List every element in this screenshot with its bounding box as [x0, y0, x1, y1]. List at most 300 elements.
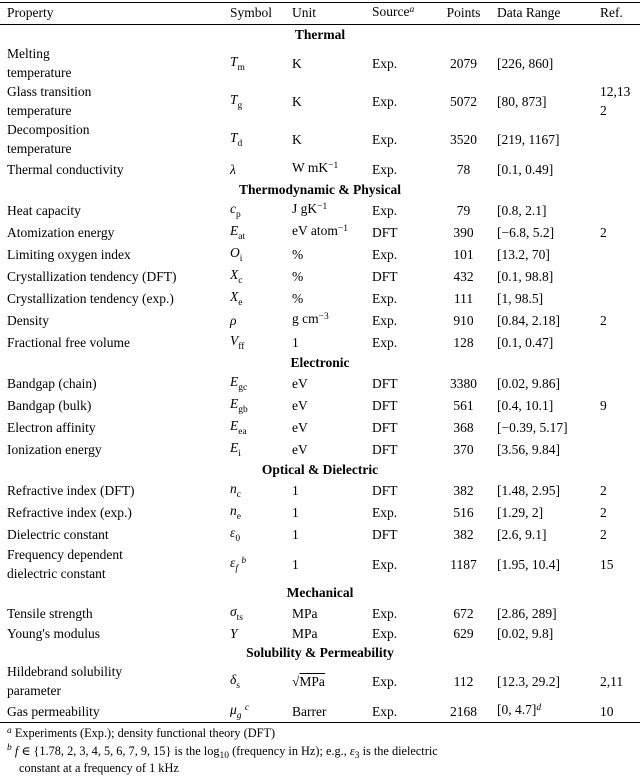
cell-points: 3380 [450, 375, 477, 391]
text-segment: [2.6, 9.1] [497, 526, 547, 542]
text-segment: 1 [292, 334, 299, 350]
cell-ref [600, 82, 640, 120]
table-row [0, 309, 640, 331]
cell-unit [292, 438, 372, 460]
cell-ref [600, 416, 640, 438]
cell-property [0, 394, 230, 416]
cell-data-range [497, 700, 600, 723]
cell-unit [292, 523, 372, 545]
text-segment: E [230, 396, 239, 411]
table-row [0, 199, 640, 221]
property-line: Limiting oxygen index [7, 246, 131, 262]
ref-line: 2 [600, 103, 607, 118]
table-row [0, 221, 640, 243]
text-segment: a [7, 725, 12, 736]
ref-line: 10 [600, 703, 614, 719]
text-segment: ε [230, 555, 236, 570]
cell-property [0, 700, 230, 723]
cell-data-range [497, 372, 600, 394]
footnote-line [7, 726, 640, 744]
text-segment: [−6.8, 5.2] [497, 224, 555, 240]
ref-line: 2 [600, 224, 607, 240]
text-segment: b [7, 743, 12, 753]
table-row [0, 287, 640, 309]
cell-unit [292, 82, 372, 120]
property-line: temperature [7, 65, 72, 80]
property-line: Electron affinity [7, 419, 96, 435]
text-segment: σ [230, 604, 237, 619]
cell-data-range [497, 416, 600, 438]
text-segment: n [230, 503, 237, 518]
text-segment: [219, 1167] [497, 131, 560, 147]
column-header-points [430, 3, 497, 25]
cell-points: 672 [453, 605, 474, 621]
text-segment: ρ [230, 312, 237, 328]
cell-symbol [230, 221, 292, 243]
cell-points: 3520 [450, 131, 477, 147]
cell-symbol [230, 331, 292, 353]
text-segment: a [409, 4, 415, 15]
property-line: Frequency dependent [7, 547, 123, 562]
cell-points: 382 [453, 526, 474, 542]
cell-points: 561 [453, 397, 474, 413]
cell-property [0, 331, 230, 353]
table-row [0, 545, 640, 583]
cell-points: 79 [456, 202, 471, 218]
cell-unit [292, 199, 372, 221]
cell-ref [600, 120, 640, 158]
section-row [0, 460, 640, 479]
table-row [0, 243, 640, 265]
cell-symbol [230, 662, 292, 700]
cell-data-range [497, 82, 600, 120]
cell-property [0, 523, 230, 545]
cell-property [0, 624, 230, 643]
property-line: Thermal conductivity [7, 161, 124, 177]
section-row [0, 25, 640, 45]
text-segment: % [292, 246, 304, 262]
text-segment: δ [230, 672, 237, 687]
property-line: parameter [7, 683, 61, 698]
cell-unit [292, 221, 372, 243]
cell-data-range [497, 479, 600, 501]
table-row [0, 394, 640, 416]
cell-source: DFT [372, 441, 398, 457]
text-segment: eV [292, 441, 308, 457]
cell-property [0, 416, 230, 438]
property-line: Crystallization tendency (DFT) [7, 268, 177, 284]
cell-symbol [230, 700, 292, 723]
cell-unit [292, 501, 372, 523]
text-segment: gc [238, 382, 248, 393]
cell-ref [600, 523, 640, 545]
text-segment: Source [372, 4, 410, 19]
text-segment: [0.02, 9.86] [497, 375, 560, 391]
text-segment: Symbol [230, 5, 273, 20]
cell-symbol [230, 158, 292, 180]
ref-line: 2,11 [600, 673, 624, 689]
cell-unit [292, 158, 372, 180]
cell-unit [292, 309, 372, 331]
table-row [0, 265, 640, 287]
cell-unit [292, 44, 372, 82]
cell-unit [292, 331, 372, 353]
text-segment: MPa [299, 673, 325, 689]
cell-symbol [230, 602, 292, 624]
property-line: Dielectric constant [7, 526, 109, 542]
table-row [0, 523, 640, 545]
section-row [0, 353, 640, 372]
text-segment: X [230, 289, 239, 304]
text-segment: √ [292, 673, 300, 689]
table-row [0, 501, 640, 523]
text-segment: K [292, 131, 302, 147]
cell-unit [292, 624, 372, 643]
cell-source: DFT [372, 375, 398, 391]
cell-data-range [497, 501, 600, 523]
cell-data-range [497, 662, 600, 700]
cell-data-range [497, 120, 600, 158]
property-line: Tensile strength [7, 605, 93, 621]
text-segment: [2.86, 289] [497, 605, 557, 621]
text-segment: s [236, 680, 240, 691]
cell-data-range [497, 624, 600, 643]
text-segment: c [236, 489, 241, 500]
ref-line: 2 [600, 482, 607, 498]
ref-line: 2 [600, 526, 607, 542]
cell-points: 382 [453, 482, 474, 498]
text-segment: c [244, 702, 250, 713]
text-segment: [0.1, 98.8] [497, 268, 554, 284]
cell-source: DFT [372, 526, 398, 542]
property-line: Density [7, 312, 49, 328]
text-segment: [1.95, 10.4] [497, 556, 560, 572]
text-segment: X [230, 267, 239, 282]
cell-ref [600, 309, 640, 331]
text-segment: 10 [219, 751, 230, 761]
ref-line: 9 [600, 397, 607, 413]
cell-unit [292, 265, 372, 287]
cell-property [0, 438, 230, 460]
cell-property [0, 662, 230, 700]
cell-data-range [497, 394, 600, 416]
ref-line: 2 [600, 504, 607, 520]
properties-table [0, 2, 640, 723]
cell-data-range [497, 243, 600, 265]
text-segment: eV [292, 375, 308, 391]
text-segment: % [292, 290, 304, 306]
footnote-line [7, 744, 640, 762]
cell-points: 5072 [450, 93, 477, 109]
property-line: Hildebrand solubility [7, 664, 123, 679]
text-segment: i [239, 253, 243, 264]
footnotes [0, 726, 640, 777]
text-segment: 1 [292, 504, 299, 520]
text-segment: d [536, 702, 542, 713]
cell-unit [292, 120, 372, 158]
cell-points: 910 [453, 312, 474, 328]
section-title: Thermodynamic & Physical [239, 182, 401, 197]
cell-symbol [230, 545, 292, 583]
text-segment: Unit [292, 5, 317, 20]
cell-symbol [230, 120, 292, 158]
text-segment: Y [230, 626, 238, 641]
cell-ref [600, 331, 640, 353]
cell-symbol [230, 287, 292, 309]
text-segment: E [230, 223, 239, 238]
property-line: Decomposition [7, 122, 90, 137]
cell-unit [292, 545, 372, 583]
cell-data-range [497, 331, 600, 353]
text-segment: λ [230, 161, 236, 177]
text-segment: d [237, 138, 243, 149]
text-segment: 1 [292, 556, 299, 572]
column-header-range [497, 3, 600, 25]
text-segment: 3 [354, 751, 360, 761]
text-segment: gb [238, 404, 248, 415]
cell-source: DFT [372, 224, 398, 240]
cell-points: 368 [453, 419, 474, 435]
property-line: Glass transition [7, 84, 92, 99]
text-segment: i [238, 448, 241, 459]
column-header-symbol [230, 3, 292, 25]
text-segment: ff [238, 341, 245, 352]
text-segment: g cm [292, 311, 319, 326]
text-segment: 1 [292, 482, 299, 498]
cell-ref [600, 545, 640, 583]
cell-points: 390 [453, 224, 474, 240]
cell-property [0, 287, 230, 309]
text-segment: MPa [292, 605, 318, 621]
property-line: Atomization energy [7, 224, 115, 240]
text-segment: Ref. [600, 5, 623, 20]
text-segment: e [236, 511, 241, 522]
cell-source: Exp. [372, 290, 398, 306]
cell-ref [600, 158, 640, 180]
column-header-source [372, 3, 430, 25]
text-segment: [−0.39, 5.17] [497, 419, 568, 435]
text-segment: [0.84, 2.18] [497, 312, 560, 328]
text-segment: m [237, 62, 245, 73]
cell-unit [292, 479, 372, 501]
text-segment: −1 [317, 201, 328, 212]
cell-source: DFT [372, 397, 398, 413]
cell-source: Exp. [372, 673, 398, 689]
text-segment: e [238, 297, 243, 308]
cell-symbol [230, 501, 292, 523]
cell-data-range [497, 545, 600, 583]
property-line: Refractive index (exp.) [7, 504, 132, 520]
text-segment: K [292, 55, 302, 71]
text-segment: g [237, 100, 243, 111]
cell-points: 128 [453, 334, 474, 350]
text-segment: T [230, 54, 238, 69]
text-segment: [0.8, 2.1] [497, 202, 547, 218]
cell-unit [292, 700, 372, 723]
cell-points: 2168 [450, 703, 477, 719]
column-header-ref [600, 3, 640, 25]
text-segment: [1.29, 2] [497, 504, 544, 520]
text-segment: MPa [292, 626, 318, 641]
table-row [0, 158, 640, 180]
table-head [0, 3, 640, 25]
text-segment: ts [236, 612, 244, 623]
text-segment: ε [230, 525, 236, 540]
text-segment: f [14, 743, 19, 758]
text-segment: E [230, 440, 239, 455]
section-title: Mechanical [286, 585, 354, 600]
cell-property [0, 309, 230, 331]
cell-unit [292, 416, 372, 438]
cell-ref [600, 602, 640, 624]
cell-source: Exp. [372, 161, 398, 177]
text-segment: b [241, 555, 247, 566]
text-segment: −1 [337, 223, 348, 234]
table-row [0, 44, 640, 82]
text-segment: V [230, 333, 239, 348]
property-line: Young's modulus [7, 626, 100, 641]
section-row [0, 180, 640, 199]
column-header-unit [292, 3, 372, 25]
text-segment: c [230, 201, 236, 216]
text-segment: T [230, 130, 238, 145]
cell-symbol [230, 82, 292, 120]
table-row [0, 602, 640, 624]
cell-ref [600, 243, 640, 265]
text-segment: [0.4, 10.1] [497, 397, 554, 413]
text-segment: [13.2, 70] [497, 246, 550, 262]
cell-points: 111 [453, 290, 474, 306]
cell-symbol [230, 372, 292, 394]
ref-line: 12,13 [600, 84, 631, 99]
cell-points: 2079 [450, 55, 477, 71]
section-title: Solubility & Permeability [246, 645, 394, 660]
cell-points: 112 [453, 673, 474, 689]
cell-symbol [230, 438, 292, 460]
cell-points: 78 [456, 161, 471, 177]
cell-symbol [230, 265, 292, 287]
section-title: Electronic [290, 355, 350, 370]
text-segment: −3 [318, 311, 329, 322]
cell-property [0, 545, 230, 583]
table-row [0, 438, 640, 460]
text-segment: [3.56, 9.84] [497, 441, 560, 457]
cell-data-range [497, 265, 600, 287]
text-segment: −1 [328, 160, 339, 171]
text-segment: Barrer [292, 703, 327, 719]
cell-ref [600, 624, 640, 643]
text-segment: E [230, 374, 239, 389]
cell-property [0, 243, 230, 265]
text-segment: μ [230, 702, 237, 717]
cell-property [0, 199, 230, 221]
text-segment: ea [238, 426, 247, 437]
text-segment: eV [292, 419, 308, 435]
cell-points: 370 [453, 441, 474, 457]
table-row [0, 624, 640, 643]
cell-unit [292, 602, 372, 624]
cell-ref [600, 700, 640, 723]
text-segment: p [236, 209, 241, 220]
section-title: Thermal [294, 27, 346, 42]
text-segment: [0.02, 9.8] [497, 626, 554, 641]
cell-points: 432 [453, 268, 474, 284]
text-segment: Experiments (Exp.); density functional theory (DFT) [11, 726, 276, 740]
table-row [0, 331, 640, 353]
cell-ref [600, 662, 640, 700]
cell-symbol [230, 309, 292, 331]
text-segment: [80, 873] [497, 93, 547, 109]
cell-ref [600, 221, 640, 243]
cell-source: Exp. [372, 312, 398, 328]
cell-points: 629 [453, 626, 474, 641]
cell-source: Exp. [372, 334, 398, 350]
text-segment: K [292, 93, 302, 109]
cell-data-range [497, 287, 600, 309]
text-segment: Data Range [497, 5, 561, 20]
text-segment: [1, 98.5] [497, 290, 544, 306]
property-line: Crystallization tendency (exp.) [7, 290, 174, 306]
cell-source: Exp. [372, 626, 398, 641]
cell-symbol [230, 243, 292, 265]
cell-source: Exp. [372, 556, 398, 572]
cell-source: DFT [372, 268, 398, 284]
cell-property [0, 265, 230, 287]
cell-symbol [230, 394, 292, 416]
cell-data-range [497, 438, 600, 460]
cell-unit [292, 662, 372, 700]
text-segment: J gK [292, 201, 318, 216]
cell-source: Exp. [372, 605, 398, 621]
property-line: temperature [7, 141, 72, 156]
text-segment: [0, 4.7] [497, 702, 537, 717]
property-line: Gas permeability [7, 703, 100, 719]
cell-ref [600, 44, 640, 82]
text-segment: [0.1, 0.49] [497, 161, 554, 177]
section-row [0, 583, 640, 602]
cell-ref [600, 199, 640, 221]
cell-source: Exp. [372, 246, 398, 262]
table-body [0, 25, 640, 723]
cell-symbol [230, 624, 292, 643]
cell-source: Exp. [372, 504, 398, 520]
cell-ref [600, 372, 640, 394]
text-segment: is the dielectric [359, 743, 438, 758]
property-line: Melting [7, 46, 50, 61]
cell-data-range [497, 309, 600, 331]
text-segment: (frequency in Hz); e.g., [229, 743, 350, 758]
ref-line: 2 [600, 312, 607, 328]
text-segment: [1.48, 2.95] [497, 482, 560, 498]
text-segment: [226, 860] [497, 55, 554, 71]
text-segment: 0 [235, 533, 241, 544]
cell-points: 516 [453, 504, 474, 520]
cell-property [0, 158, 230, 180]
text-segment: eV atom [292, 223, 338, 238]
header-row [0, 3, 640, 25]
cell-ref [600, 438, 640, 460]
property-line: Ionization energy [7, 441, 102, 457]
text-segment: W mK [292, 160, 329, 175]
table-row [0, 662, 640, 700]
cell-data-range [497, 158, 600, 180]
text-segment: eV [292, 397, 308, 413]
property-line: Bandgap (chain) [7, 375, 97, 391]
cell-data-range [497, 523, 600, 545]
text-segment: c [238, 275, 243, 286]
cell-source: Exp. [372, 131, 398, 147]
cell-property [0, 372, 230, 394]
